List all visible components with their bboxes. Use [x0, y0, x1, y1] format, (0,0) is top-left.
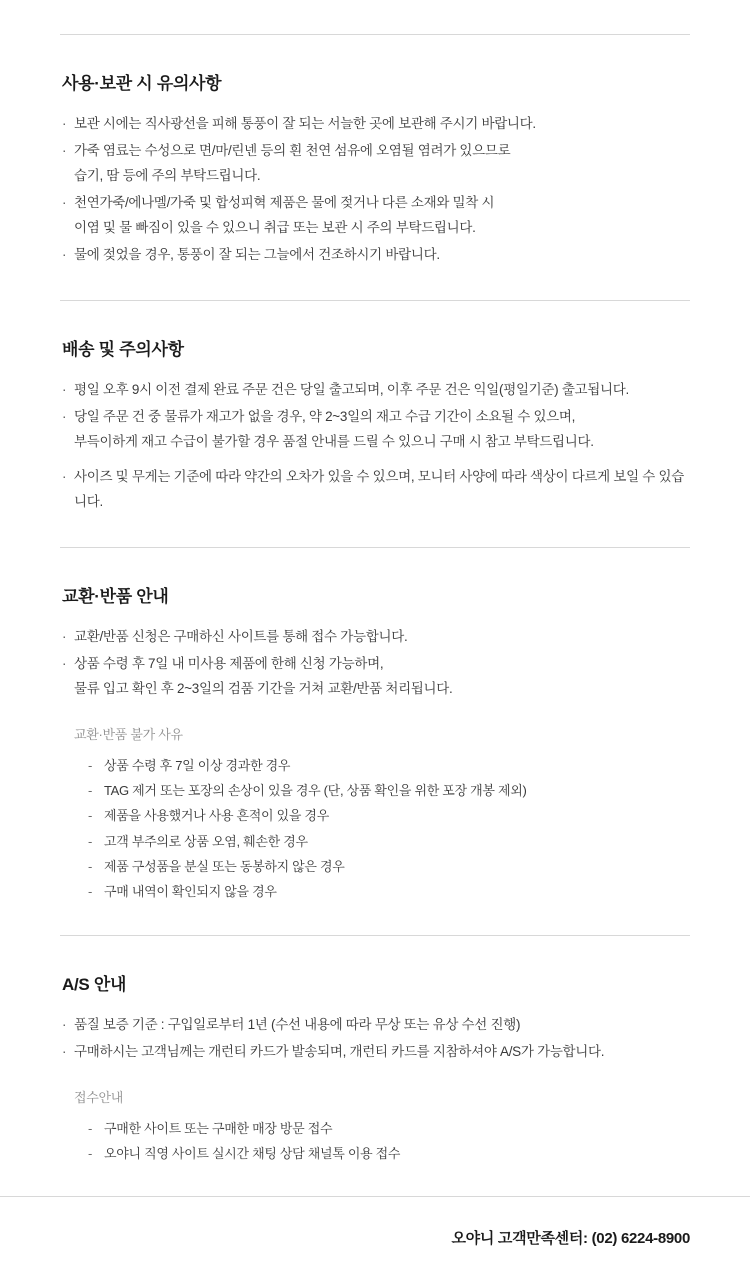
- list-item-text: 평일 오후 9시 이전 결제 완료 주문 건은 당일 출고되며, 이후 주문 건은 익일(평일기준) 출고됩니다.: [74, 381, 629, 397]
- list-item: [88, 829, 690, 854]
- bullet-icon: ·: [62, 194, 67, 210]
- bullet-icon: ·: [62, 116, 67, 131]
- sub-section-title: 교환·반품 불가 사유: [74, 726, 183, 742]
- section-as-guide: [60, 935, 690, 1197]
- bullet-list: [60, 112, 690, 268]
- sub-section-title: 접수안내: [74, 1089, 124, 1105]
- customer-service-contact: 오야니 고객만족센터: (02) 6224-8900: [451, 1230, 690, 1248]
- list-item: [60, 1040, 690, 1065]
- list-item: [88, 1116, 690, 1141]
- list-item-text: 상품 수령 후 7일 이상 경과한 경우: [104, 757, 291, 773]
- list-item-text-line2: 부득이하게 재고 수급이 불가할 경우 품절 안내를 드릴 수 있으니 구매 시 참고 부탁드립니다.: [74, 433, 594, 449]
- list-item-text-line2: 습기, 땀 등에 주의 부탁드립니다.: [74, 167, 261, 183]
- list-item-text-line2: 물류 입고 확인 후 2~3일의 검품 기간을 거쳐 교환/반품 처리됩니다.: [74, 680, 453, 696]
- list-item-text: 교환/반품 신청은 구매하신 사이트를 통해 접수 가능합니다.: [74, 628, 408, 644]
- list-item-text: 구매 내역이 확인되지 않을 경우: [104, 884, 277, 900]
- list-item-text: 구매한 사이트 또는 구매한 매장 방문 접수: [104, 1120, 333, 1136]
- list-item: [60, 378, 690, 403]
- bullet-icon: ·: [62, 468, 67, 484]
- list-item: [88, 879, 690, 904]
- section-usage-storage: [60, 35, 690, 300]
- list-item-text: 고객 부주의로 상품 오염, 훼손한 경우: [104, 833, 308, 849]
- section-title: A/S 안내: [62, 974, 127, 994]
- list-item: [60, 139, 690, 189]
- bullet-list: [60, 378, 690, 515]
- list-item: [60, 625, 690, 650]
- dash-icon: -: [88, 1145, 93, 1161]
- list-item-text: 품질 보증 기준 : 구입일로부터 1년 (수선 내용에 따라 무상 또는 유상 수선 진행): [74, 1016, 521, 1032]
- list-item: [60, 112, 690, 137]
- list-item-text: 가죽 염료는 수성으로 면/마/린넨 등의 흰 천연 섬유에 오염될 염려가 있으므로: [74, 142, 511, 158]
- list-item: [60, 191, 690, 241]
- bullet-list: [60, 1013, 690, 1065]
- list-item: [60, 243, 690, 268]
- section-title: 교환·반품 안내: [62, 586, 169, 606]
- dash-icon: -: [88, 884, 93, 900]
- dash-list: [74, 753, 690, 905]
- list-item-text: 물에 젖었을 경우, 통풍이 잘 되는 그늘에서 건조하시기 바랍니다.: [74, 246, 440, 262]
- bullet-icon: ·: [62, 142, 67, 158]
- dash-icon: -: [88, 808, 93, 824]
- section-exchange-return: [60, 547, 690, 935]
- dash-icon: -: [88, 858, 93, 874]
- section-title: 배송 및 주의사항: [62, 339, 184, 359]
- list-item-text: 구매하시는 고객님께는 개런티 카드가 발송되며, 개런티 카드를 지참하셔야 A/S가 가능합니다.: [74, 1043, 605, 1059]
- dash-icon: -: [88, 1120, 93, 1136]
- list-item: [88, 753, 690, 778]
- section-shipping: [60, 300, 690, 547]
- list-item-text: 당일 주문 건 중 물류가 재고가 없을 경우, 약 2~3일의 재고 수급 기간이 소요될 수 있으며,: [74, 408, 576, 424]
- list-item: [60, 405, 690, 455]
- dash-icon: -: [88, 782, 93, 798]
- list-item-text-line2: 이염 및 물 빠짐이 있을 수 있으니 취급 또는 보관 시 주의 부탁드립니다.: [74, 219, 476, 235]
- bullet-icon: ·: [62, 1016, 67, 1032]
- list-item-text: 오야니 직영 사이트 실시간 채팅 상담 채널톡 이용 접수: [104, 1145, 401, 1161]
- list-item: [60, 465, 690, 515]
- bullet-icon: ·: [62, 1043, 67, 1059]
- bullet-list: [60, 625, 690, 702]
- exchange-denial-block: [60, 724, 690, 905]
- list-item: [60, 652, 690, 702]
- list-item: [88, 854, 690, 879]
- bullet-icon: ·: [62, 408, 67, 424]
- bullet-icon: ·: [62, 246, 67, 262]
- footer: [0, 1196, 750, 1282]
- list-item-text: 제품 구성품을 분실 또는 동봉하지 않은 경우: [104, 858, 345, 874]
- notice-page: [0, 34, 750, 1282]
- bullet-icon: ·: [62, 655, 67, 671]
- dash-list: [74, 1116, 690, 1167]
- list-item-text: TAG 제거 또는 포장의 손상이 있을 경우 (단, 상품 확인을 위한 포장 개봉 제외): [104, 782, 527, 798]
- dash-icon: -: [88, 757, 93, 773]
- as-reception-block: [60, 1087, 690, 1167]
- list-item-text: 제품을 사용했거나 사용 흔적이 있을 경우: [104, 808, 329, 824]
- list-item-text: 상품 수령 후 7일 내 미사용 제품에 한해 신청 가능하며,: [74, 655, 384, 671]
- sections-container: [0, 35, 750, 1196]
- list-item: [88, 778, 690, 803]
- list-item: [88, 803, 690, 828]
- list-item-text: 천연가죽/에나멜/가죽 및 합성피혁 제품은 물에 젖거나 다른 소재와 밀착 시: [74, 194, 495, 210]
- dash-icon: -: [88, 833, 93, 849]
- list-item-text: 사이즈 및 무게는 기준에 따라 약간의 오차가 있을 수 있으며, 모니터 사양에 따라 색상이 다르게 보일 수 있습니다.: [74, 468, 684, 509]
- bullet-icon: ·: [62, 381, 67, 397]
- section-title: 사용·보관 시 유의사항: [62, 74, 222, 93]
- list-spacer: [60, 457, 690, 465]
- list-item: [60, 1013, 690, 1038]
- bullet-icon: ·: [62, 628, 67, 644]
- list-item: [88, 1141, 690, 1166]
- list-item-text: 보관 시에는 직사광선을 피해 통풍이 잘 되는 서늘한 곳에 보관해 주시기 바랍니다.: [74, 116, 536, 131]
